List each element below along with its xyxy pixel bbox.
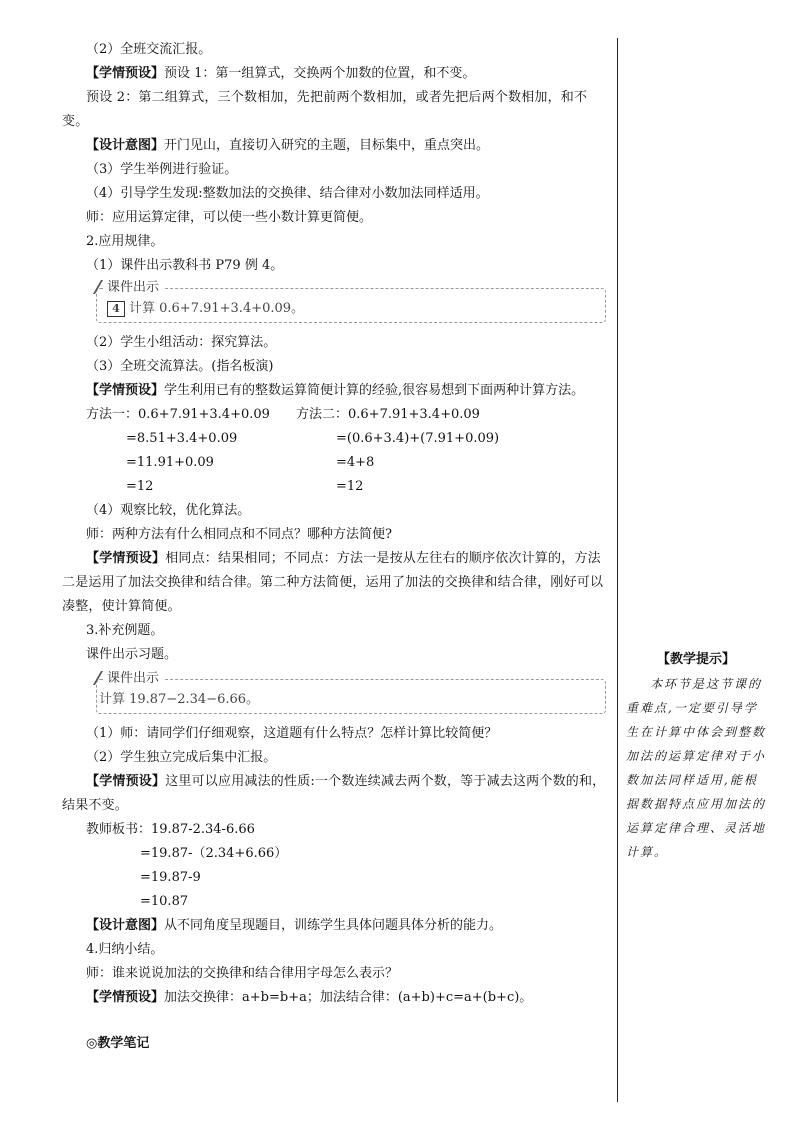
calc-row: [62, 451, 612, 475]
teacher-question: （1）师：请同学们仔细观察，这道题有什么特点？怎样计算比较简便？: [86, 726, 498, 741]
method-2-line: 方法二：0.6+7.91+3.4+0.09: [296, 407, 480, 422]
teaching-tip-text: 本环节是这节课的重难点,一定要引导学生在计算中体会到整数加法的运算定律对于小数加法同样适用,能根据数据特点应用加法的运算定律合理、灵活地计算。: [626, 677, 767, 859]
method-2-step: =12: [336, 479, 364, 494]
courseware-box-title: 课件出示: [103, 667, 163, 691]
calc-row: [62, 403, 612, 427]
preset-paragraph: 【学情预设】这里可以应用减法的性质:一个数连续减去两个数，等于减去这两个数的和，结果不变。: [62, 774, 606, 813]
preset-paragraph: 【学情预设】预设 1：第一组算式，交换两个加数的位置，和不变。: [86, 66, 476, 81]
calc-row: [62, 427, 612, 451]
board-line: =19.87-（2.34+6.66）: [140, 846, 288, 861]
teaching-notes-heading: ◎教学笔记: [86, 1036, 150, 1051]
method-1-step: =8.51+3.4+0.09: [126, 431, 238, 446]
courseware-box-body: 计算 19.87−2.34−6.66。: [99, 692, 260, 707]
teacher-question: 师：谁来说说加法的交换律和结合律用字母怎么表示？: [86, 966, 399, 981]
board-line: 教师板书：19.87-2.34-6.66: [86, 822, 255, 837]
step-show-example: （1）课件出示教科书 P79 例 4。: [86, 258, 284, 273]
courseware-box: [96, 671, 606, 714]
section-heading: 3.补充例题。: [86, 623, 164, 638]
step-independent: （2）学生独立完成后集中汇报。: [86, 750, 277, 765]
step-compare: （4）观察比较，优化算法。: [86, 503, 251, 518]
method-1-step: =11.91+0.09: [126, 455, 214, 470]
design-tag: 【设计意图】: [86, 138, 165, 153]
step-verify: （3）学生举例进行验证。: [86, 162, 238, 177]
design-intent-paragraph: 【设计意图】从不同角度呈现题目，训练学生具体问题具体分析的能力。: [86, 918, 503, 933]
preset-tag: 【学情预设】: [86, 66, 165, 81]
column-divider: [617, 38, 618, 1102]
courseware-box-title: 课件出示: [103, 276, 163, 300]
design-intent-paragraph: 【设计意图】开门见山，直接切入研究的主题，目标集中，重点突出。: [86, 138, 490, 153]
courseware-box-body: 4 计算 0.6+7.91+3.4+0.09。: [107, 297, 304, 321]
preset-paragraph: 【学情预设】加法交换律：a+b=b+a；加法结合律：(a+b)+c=a+(b+c)。: [86, 990, 533, 1005]
board-line: =10.87: [140, 894, 189, 909]
teacher-line: 师：应用运算定律，可以使一些小数计算更简便。: [86, 210, 373, 225]
courseware-box: [96, 280, 606, 323]
calc-row: [62, 475, 612, 499]
method-1-line: 方法一：0.6+7.91+3.4+0.09: [86, 407, 270, 422]
show-exercise: 课件出示习题。: [86, 647, 178, 662]
step-report: （2）全班交流汇报。: [86, 42, 212, 57]
step-discover: （4）引导学生发现:整数加法的交换律、结合律对小数加法同样适用。: [86, 186, 489, 201]
step-group-activity: （2）学生小组活动：探究算法。: [86, 335, 277, 350]
section-heading: 4.归纳小结。: [86, 942, 164, 957]
preset-paragraph: 【学情预设】学生利用已有的整数运算简便计算的经验,很容易想到下面两种计算方法。: [86, 383, 585, 398]
preset-paragraph: 【学情预设】相同点：结果相同；不同点：方法一是按从左往右的顺序依次计算的，方法二是运用了加法交换律和结合律。第二种方法简便，运用了加法的交换律和结合律，刚好可以凑整，使计算简便。: [62, 551, 604, 614]
method-1-step: =12: [126, 479, 154, 494]
preset-2-paragraph: 预设 2：第二组算式，三个数相加，先把前两个数相加，或者先把后两个数相加，和不变。: [62, 90, 588, 129]
section-heading: 2.应用规律。: [86, 234, 164, 249]
main-column: [62, 38, 612, 1056]
teaching-tip-sidebar: [626, 648, 766, 864]
step-share-methods: （3）全班交流算法。(指名板演): [86, 359, 274, 374]
example-number: 4: [107, 301, 125, 317]
teacher-question: 师：两种方法有什么相同点和不同点？哪种方法简便?: [86, 527, 392, 542]
board-line: =19.87-9: [140, 870, 201, 885]
method-2-step: =4+8: [336, 455, 375, 470]
teaching-tip-title: 【教学提示】: [656, 652, 735, 667]
method-2-step: =(0.6+3.4)+(7.91+0.09): [336, 431, 500, 446]
